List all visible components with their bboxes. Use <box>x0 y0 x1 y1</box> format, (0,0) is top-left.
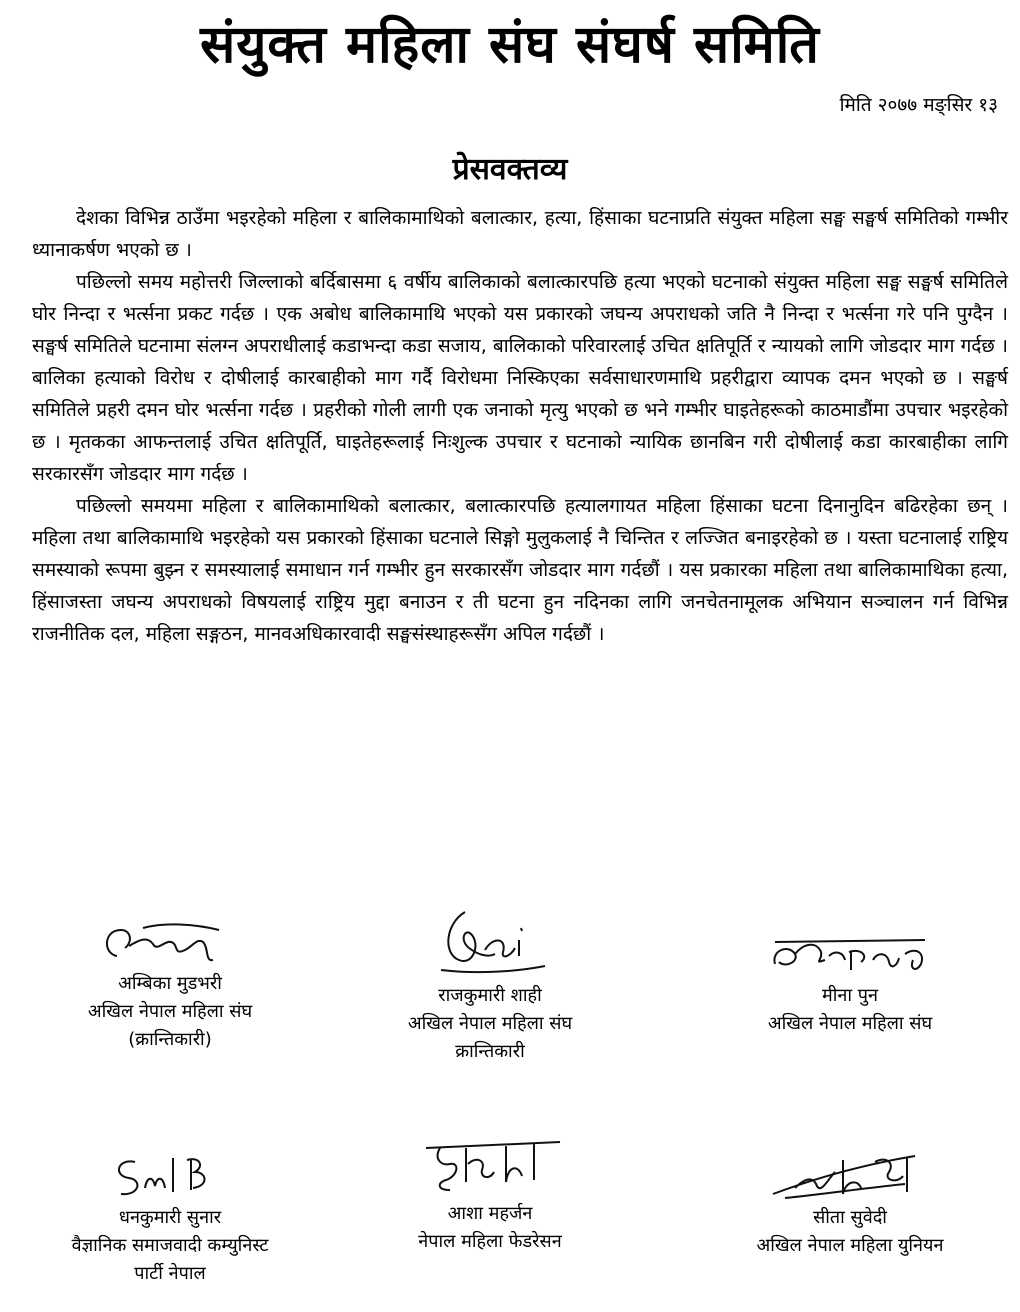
svg-text:आशा: आशा <box>410 1136 412 1137</box>
signatory-1-org: अखिल नेपाल महिला संघ <box>87 1001 253 1022</box>
signatory-2-org: अखिल नेपाल महिला संघ <box>407 1013 573 1034</box>
signatory-3-org: अखिल नेपाल महिला संघ <box>767 1013 933 1034</box>
signatory-2-org-detail: क्रान्तिकारी <box>455 1041 525 1062</box>
signature-5-image <box>410 1136 570 1200</box>
signatory-4 <box>20 1148 320 1288</box>
press-statement-heading: प्रेसवक्तव्य <box>452 152 568 187</box>
document-title: संयुक्त महिला संघ संघर्ष समिति <box>200 15 820 75</box>
signatory-6-name: सीता सुवेदी <box>813 1207 887 1228</box>
paragraph-1: देशका विभिन्न ठाउँमा भइरहेको महिला र बालिकामाथिको बलात्कार, हत्या, हिंसाका घटनाप्रति संयुक्त महिला सङ्घ सङ्घर्ष समितिको गम्भीर ध्यानाकर्षण भएको छ । <box>32 207 1008 261</box>
signatory-6 <box>700 1148 1000 1260</box>
signature-1-image <box>95 916 245 970</box>
svg-text:सीता: सीता <box>765 1148 767 1149</box>
svg-text:मीनापुन: मीनापुन <box>765 930 768 931</box>
paragraph-2: पछिल्लो समय महोत्तरी जिल्लाको बर्दिबासमा ६ वर्षीय बालिकाको बलात्कारपछि हत्या भएको घटनाको संयुक्त महिला सङ्घ सङ्घर्ष समितिले घोर निन्दा र भर्त्सना प्रकट गर्दछ । एक अबोध बालिकामाथि भएको यस प्रकारको जघन्य अपराधको जति नै निन्दा र भर्त्सना गरे पनि पुग्दैन । सङ्घर्ष समितिले घटनामा संलग्न अपराधीलाई कडाभन्दा कडा सजाय, बालिकाको परिवारलाई उचित क्षतिपूर्ति र न्यायको लागि जोडदार माग गर्दछ । बालिका हत्याको विरोध र दोषीलाई कारबाहीको माग गर्दै विरोधमा निस्किएका सर्वसाधारणमाथि प्रहरीद्वारा व्यापक दमन भएको छ । सङ्घर्ष समितिले प्रहरी दमन घोर भर्त्सना गर्दछ । प्रहरीको गोली लागी एक जनाको मृत्यु भएको छ भने गम्भीर घाइतेहरूको काठमाडौंमा उपचार भइरहेको छ । मृतकका आफन्तलाई उचित क्षतिपूर्ति, घाइतेहरूलाई निःशुल्क उपचार र घटनाको न्यायिक छानबिन गरी दोषीलाई कडा कारबाहीका लागि सरकारसँग जोडदार माग गर्दछ । <box>32 271 1008 485</box>
svg-text:Smlb: Smlb <box>95 1148 98 1149</box>
signature-3-image <box>765 930 935 982</box>
statement-body <box>32 202 1008 650</box>
signatory-5 <box>340 1136 640 1256</box>
signatory-5-name: आशा महर्जन <box>447 1203 533 1224</box>
signatory-2-name: राजकुमारी शाही <box>438 985 542 1006</box>
signature-2-image <box>415 904 565 982</box>
signatory-4-org-detail: पार्टी नेपाल <box>134 1263 206 1284</box>
signatory-5-org: नेपाल महिला फेडरेसन <box>418 1231 562 1252</box>
signatory-1-org-detail: (क्रान्तिकारी) <box>128 1029 212 1050</box>
signatory-4-org: वैज्ञानिक समाजवादी कम्युनिस्ट <box>71 1235 269 1256</box>
signatory-1 <box>20 916 320 1054</box>
svg-text:Rai: Rai <box>415 904 417 905</box>
document-date: मिति २०७७ मङ्सिर १३ <box>839 94 998 116</box>
signatory-4-name: धनकुमारी सुनार <box>118 1207 222 1228</box>
signatory-1-name: अम्बिका मुडभरी <box>118 973 222 994</box>
signatory-3-name: मीना पुन <box>821 985 878 1006</box>
signatory-2 <box>340 904 640 1066</box>
signature-6-image <box>765 1148 935 1204</box>
paragraph-3: पछिल्लो समयमा महिला र बालिकामाथिको बलात्कार, बलात्कारपछि हत्यालगायत महिला हिंसाका घटना दिनानुदिन बढिरहेका छन् । महिला तथा बालिकामाथि भइरहेको यस प्रकारको हिंसाका घटनाले सिङ्गो मुलुकलाई नै चिन्तित र लज्जित बनाइरहेको छ । यस्ता घटनालाई राष्ट्रिय समस्याको रूपमा बुझ्न र समस्यालाई समाधान गर्न गम्भीर हुन सरकारसँग जोडदार माग गर्दछौं । यस प्रकारका महिला तथा बालिकामाथिका हत्या, हिंसाजस्ता जघन्य अपराधको विषयलाई राष्ट्रिय मुद्दा बनाउन र ती घटना हुन नदिनका लागि जनचेतनामूलक अभियान सञ्चालन गर्न विभिन्न राजनीतिक दल, महिला सङ्गठन, मानवअधिकारवादी सङ्घसंस्थाहरूसँग अपिल गर्दछौं । <box>32 495 1008 645</box>
svg-text:Ambika: Ambika <box>95 916 99 917</box>
signatory-6-org: अखिल नेपाल महिला युनियन <box>756 1235 944 1256</box>
signature-4-image <box>95 1148 245 1204</box>
signatory-3 <box>700 930 1000 1038</box>
